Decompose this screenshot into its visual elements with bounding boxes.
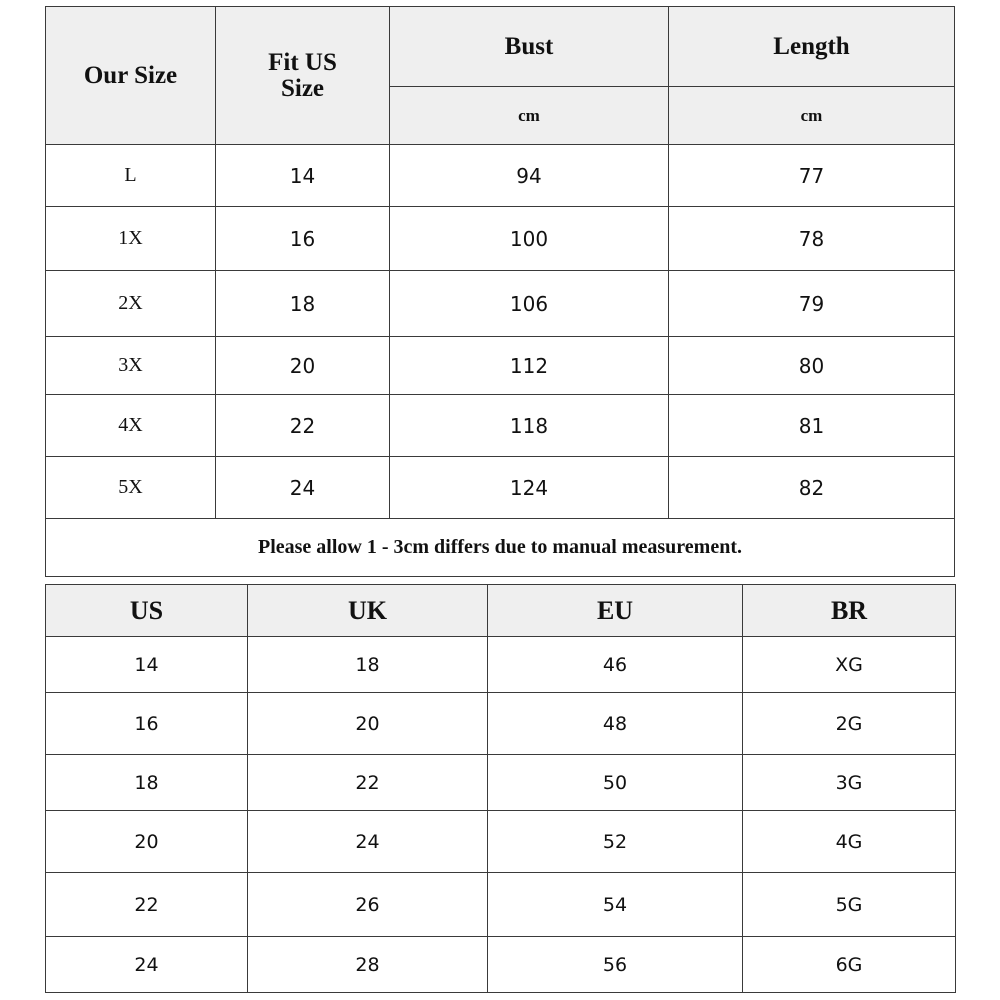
header-uk: UK (248, 585, 488, 637)
header-bust: Bust (390, 7, 669, 87)
table-row (46, 457, 955, 519)
cell-fit-us: 20 (216, 337, 390, 395)
measurement-note: Please allow 1 - 3cm differs due to manual measurement. (46, 519, 955, 577)
cell-uk: 24 (248, 811, 488, 873)
cell-us: 22 (46, 873, 248, 937)
cell-our-size: 5X (46, 457, 216, 519)
cell-br: 5G (743, 873, 956, 937)
table-row (46, 207, 955, 271)
header-our-size: Our Size (46, 7, 216, 145)
cell-bust: 112 (390, 337, 669, 395)
header-us: US (46, 585, 248, 637)
cell-eu: 50 (488, 755, 743, 811)
table-row (46, 811, 956, 873)
cell-us: 14 (46, 637, 248, 693)
cell-our-size: 2X (46, 271, 216, 337)
cell-br: 3G (743, 755, 956, 811)
table-row (46, 873, 956, 937)
cell-length: 82 (669, 457, 955, 519)
cell-length: 79 (669, 271, 955, 337)
cell-us: 18 (46, 755, 248, 811)
cell-eu: 46 (488, 637, 743, 693)
header-length: Length (669, 7, 955, 87)
cell-fit-us: 14 (216, 145, 390, 207)
header-eu: EU (488, 585, 743, 637)
cell-our-size: L (46, 145, 216, 207)
cell-uk: 22 (248, 755, 488, 811)
cell-bust: 100 (390, 207, 669, 271)
table-row (46, 395, 955, 457)
header-bust-unit: cm (390, 87, 669, 145)
cell-length: 78 (669, 207, 955, 271)
cell-fit-us: 16 (216, 207, 390, 271)
cell-br: 6G (743, 937, 956, 993)
cell-eu: 56 (488, 937, 743, 993)
cell-br: XG (743, 637, 956, 693)
cell-eu: 52 (488, 811, 743, 873)
cell-length: 77 (669, 145, 955, 207)
cell-fit-us: 24 (216, 457, 390, 519)
cell-uk: 20 (248, 693, 488, 755)
header-length-unit: cm (669, 87, 955, 145)
table-row (46, 755, 956, 811)
cell-length: 80 (669, 337, 955, 395)
header-fit-us-line2: Size (280, 74, 325, 102)
cell-bust: 94 (390, 145, 669, 207)
cell-us: 20 (46, 811, 248, 873)
cell-br: 4G (743, 811, 956, 873)
size-conversion-table (45, 584, 956, 993)
table-row (46, 337, 955, 395)
cell-bust: 118 (390, 395, 669, 457)
cell-uk: 18 (248, 637, 488, 693)
cell-fit-us: 18 (216, 271, 390, 337)
cell-our-size: 1X (46, 207, 216, 271)
cell-bust: 124 (390, 457, 669, 519)
header-br: BR (743, 585, 956, 637)
cell-uk: 26 (248, 873, 488, 937)
size-chart-table (45, 6, 955, 577)
cell-eu: 48 (488, 693, 743, 755)
header-fit-us-line1: Fit US (268, 48, 337, 76)
table-row (46, 637, 956, 693)
table-row (46, 693, 956, 755)
cell-uk: 28 (248, 937, 488, 993)
table-row (46, 271, 955, 337)
cell-our-size: 4X (46, 395, 216, 457)
cell-eu: 54 (488, 873, 743, 937)
cell-our-size: 3X (46, 337, 216, 395)
cell-us: 24 (46, 937, 248, 993)
header-fit-us-size (216, 7, 390, 145)
table-row (46, 937, 956, 993)
cell-bust: 106 (390, 271, 669, 337)
cell-length: 81 (669, 395, 955, 457)
cell-br: 2G (743, 693, 956, 755)
cell-fit-us: 22 (216, 395, 390, 457)
table-row (46, 145, 955, 207)
cell-us: 16 (46, 693, 248, 755)
